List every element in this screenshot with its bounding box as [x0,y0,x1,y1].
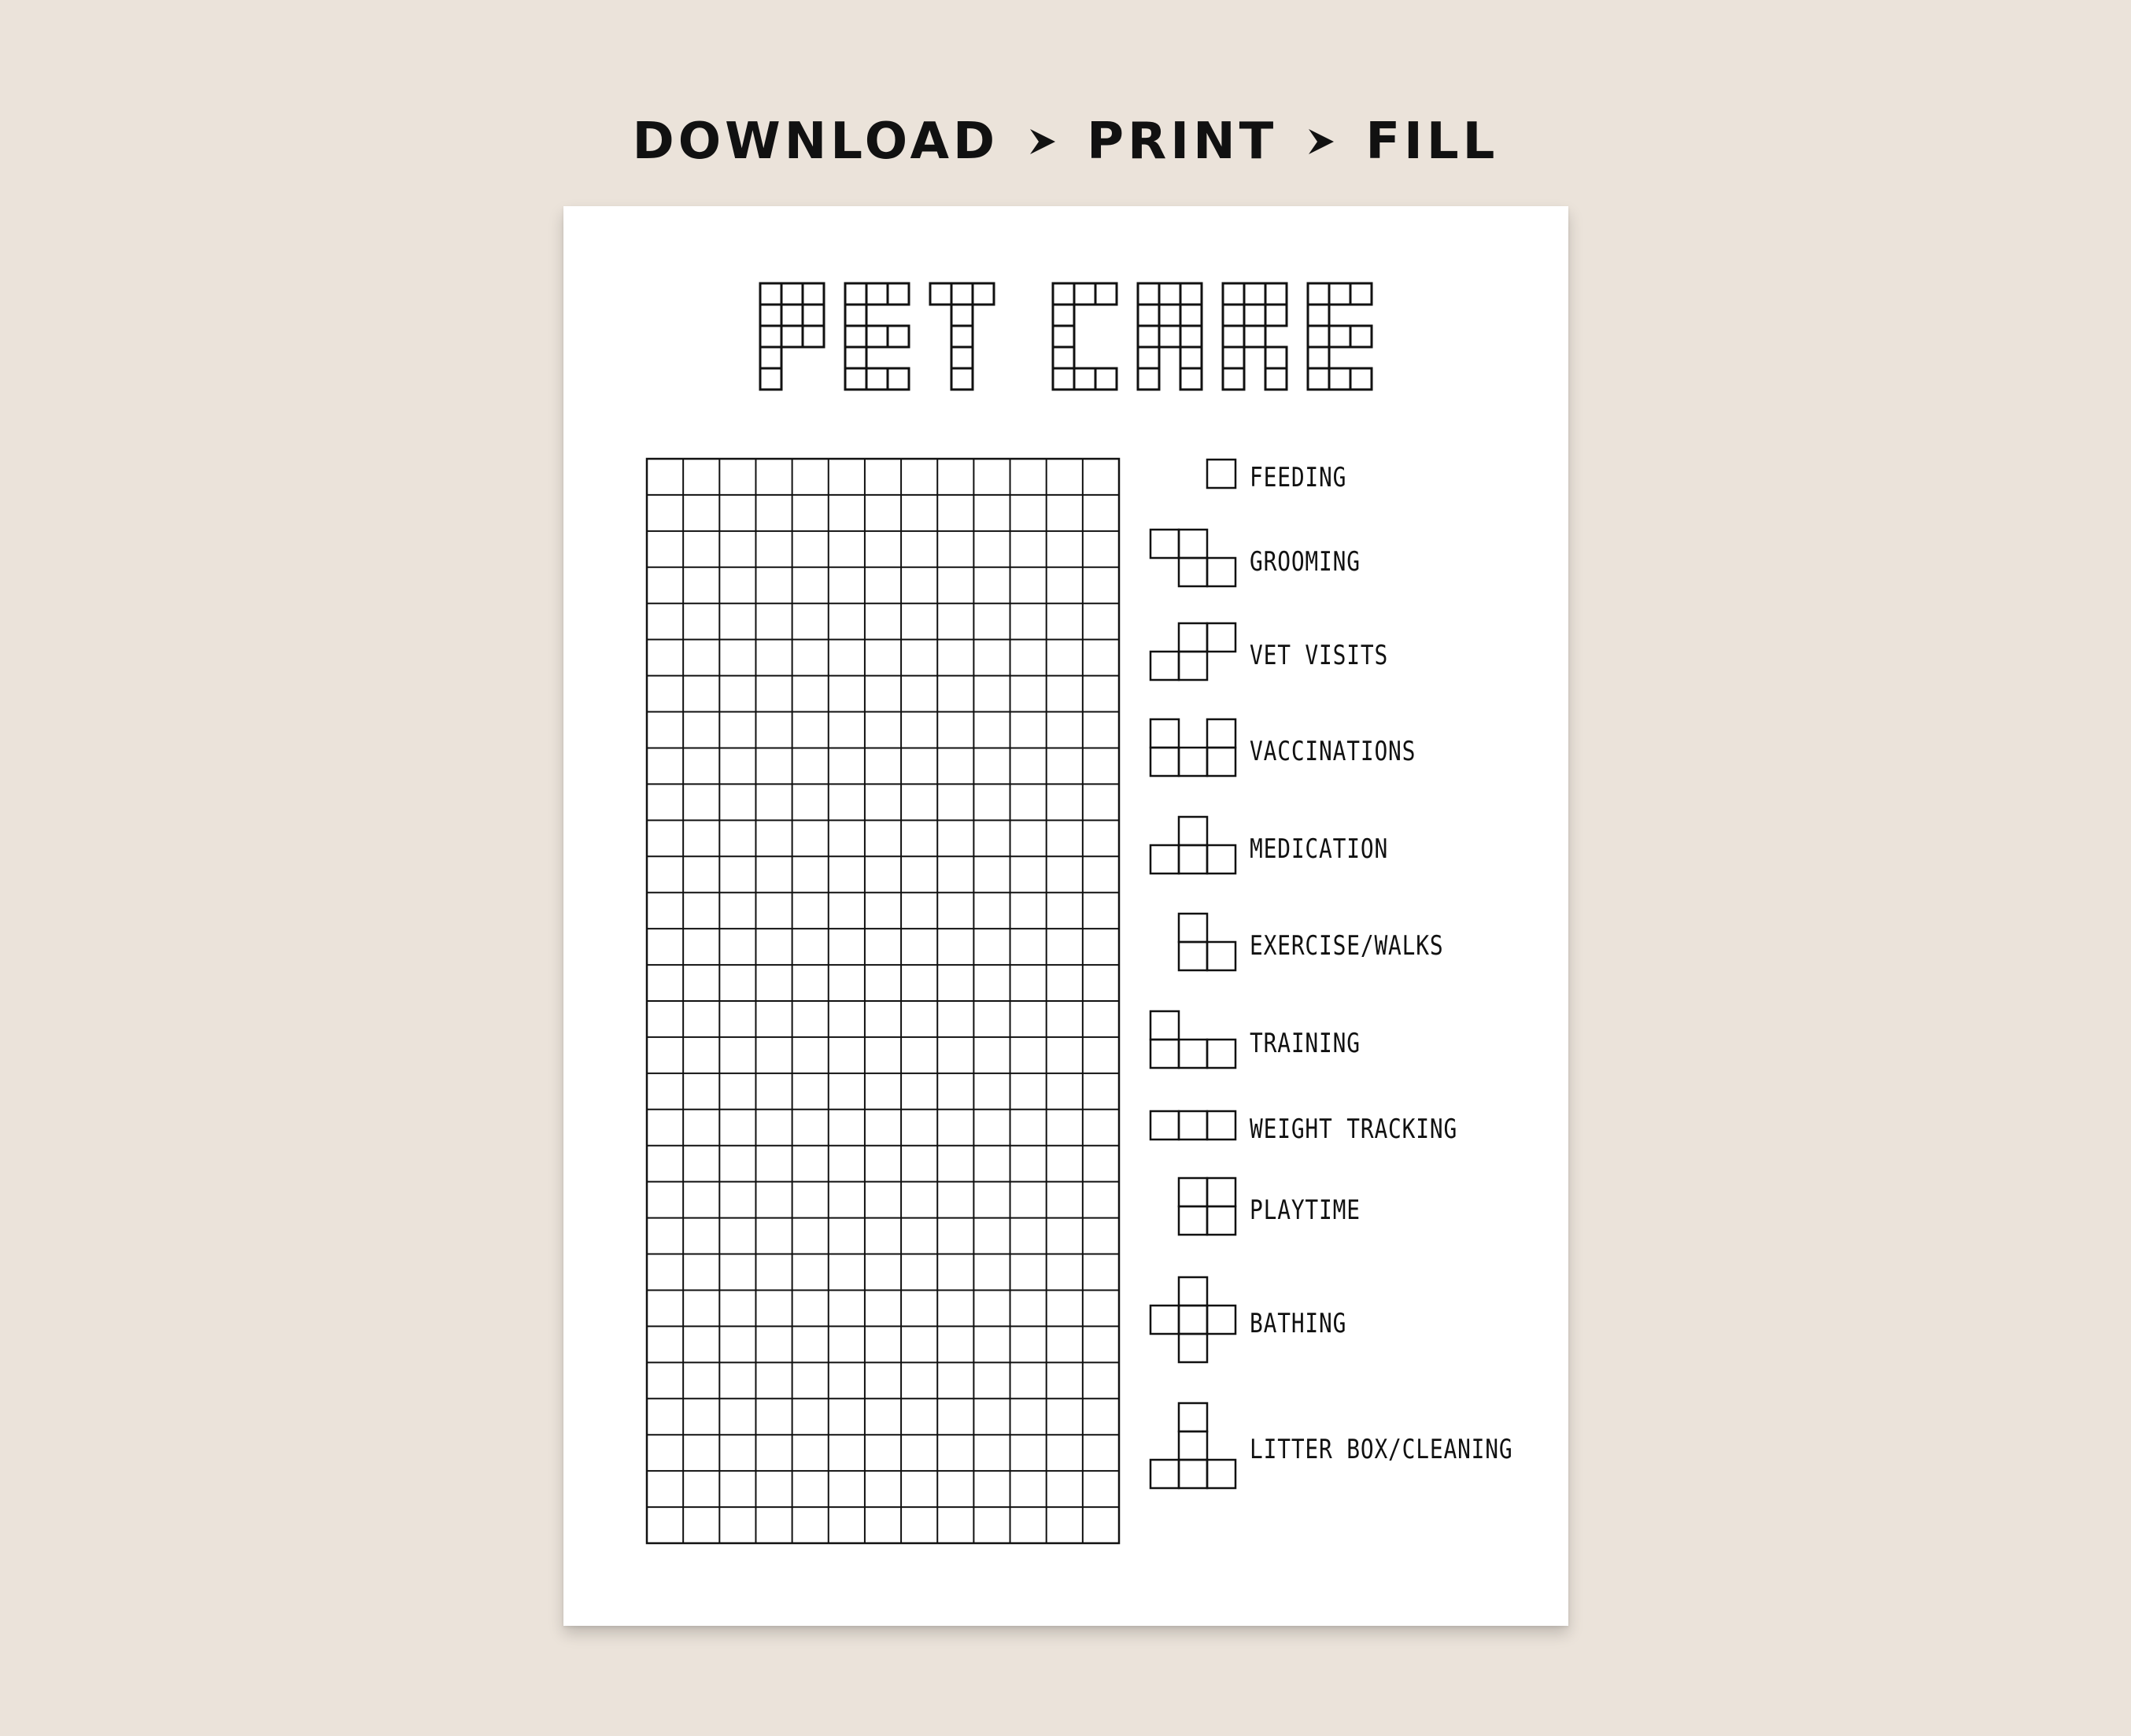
shape-cell [1207,1178,1235,1206]
shape-cell [1207,1306,1235,1334]
j-tetromino-shape-icon [1149,1010,1237,1069]
shape-cell [1179,1178,1207,1206]
shape-cell [1150,748,1179,776]
title-letter-r [1223,283,1287,390]
chevron-right-icon [1027,126,1058,157]
step-print: PRINT [1087,113,1278,171]
shape-cell [1179,748,1207,776]
shape-cell [1207,845,1235,874]
shape-cell [1150,1011,1179,1040]
shape-cell [1207,1206,1235,1235]
chevron-right-icon [1306,126,1337,157]
shape-cell [1150,845,1179,874]
download-print-fill-banner [0,102,2131,181]
legend-label: VACCINATIONS [1250,736,1416,767]
shape-cell [1179,558,1207,586]
shape-cell [1179,942,1207,970]
title-letter-p [760,283,824,390]
shape-cell [1179,817,1207,845]
legend-label: VET VISITS [1250,640,1389,671]
shape-cell [1179,1460,1207,1488]
s-tetromino-shape-icon [1149,622,1237,681]
legend-label: EXERCISE/WALKS [1250,930,1444,962]
legend-label: GROOMING [1250,546,1361,578]
shape-cell [1150,1460,1179,1488]
shape-cell [1179,914,1207,942]
step-fill: FILL [1365,113,1499,171]
shape-cell [1179,623,1207,652]
shape-cell [1150,1306,1179,1334]
shape-cell [1207,1040,1235,1068]
shape-cell [1179,652,1207,680]
shape-cell [1207,719,1235,748]
title-letter-a [1138,283,1202,390]
monomino-shape-icon [1206,458,1237,489]
shape-cell [1150,1040,1179,1068]
shape-cell [1179,1277,1207,1306]
legend-label: LITTER BOX/CLEANING [1250,1434,1513,1465]
shape-cell [1179,1306,1207,1334]
shape-cell [1207,1460,1235,1488]
shape-cell [1179,1111,1207,1139]
shape-cell [1207,1111,1235,1139]
shape-cell [1207,623,1235,652]
shape-cell [1179,530,1207,558]
tracker-grid[interactable] [644,456,1121,1546]
shape-cell [1150,652,1179,680]
legend-label: TRAINING [1250,1028,1361,1059]
shape-cell [1207,460,1235,488]
shape-cell [1179,1040,1207,1068]
page-title [563,206,1568,411]
plus-pentomino-shape-icon [1149,1276,1237,1364]
shape-cell [1207,942,1235,970]
shape-cell [1179,1206,1207,1235]
printable-sheet [563,206,1568,1626]
legend-label: FEEDING [1250,462,1347,493]
shape-cell [1150,1111,1179,1139]
shape-cell [1150,719,1179,748]
shape-cell [1179,1403,1207,1431]
shape-cell [1207,558,1235,586]
tall-t-pentomino-shape-icon [1149,1402,1237,1490]
title-letter-e [845,283,909,390]
t-tetromino-shape-icon [1149,815,1237,875]
o-tetromino-shape-icon [1177,1176,1237,1236]
legend-label: BATHING [1250,1308,1347,1339]
shape-cell [1207,748,1235,776]
title-letter-e [1308,283,1372,390]
l-tromino-shape-icon [1177,912,1237,972]
legend-label: PLAYTIME [1250,1195,1361,1226]
u-pentomino-shape-icon [1149,718,1237,778]
title-letter-c [1053,283,1117,390]
shape-cell [1150,530,1179,558]
legend-label: MEDICATION [1250,833,1389,865]
i-tromino-shape-icon [1149,1110,1237,1141]
shape-cell [1179,1334,1207,1362]
z-tetromino-shape-icon [1149,528,1237,588]
shape-cell [1179,1431,1207,1460]
legend-label: WEIGHT TRACKING [1250,1114,1458,1145]
step-download: DOWNLOAD [632,113,999,171]
shape-cell [1179,845,1207,874]
title-letter-t [930,283,994,390]
